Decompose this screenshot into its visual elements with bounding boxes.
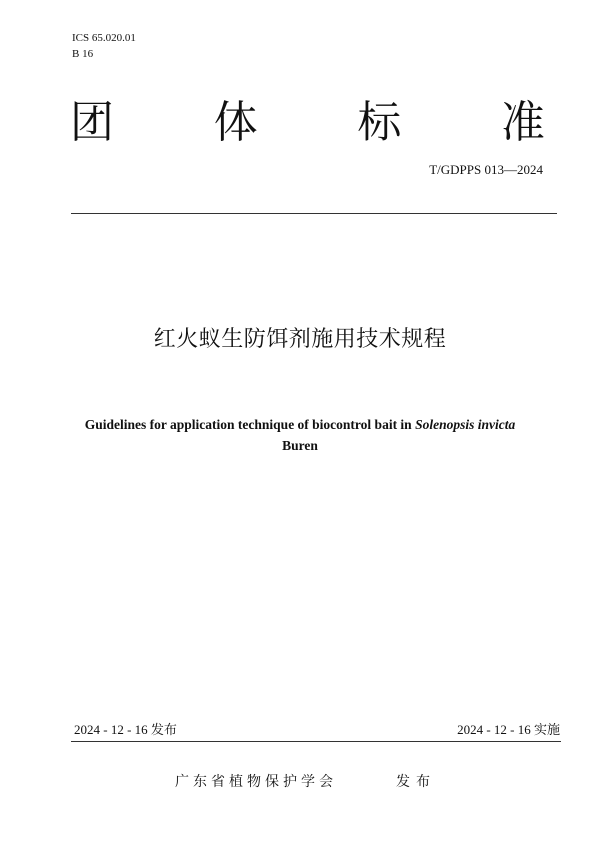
title-char-3: 标 [357, 97, 402, 148]
issue-date-block [74, 719, 177, 738]
footer-divider [71, 741, 561, 742]
english-title-species: Solenopsis invicta [415, 417, 516, 432]
english-title-line2: Buren [282, 438, 318, 453]
implement-label: 实施 [533, 723, 560, 738]
document-type-title [70, 88, 545, 148]
chinese-title: 红火蚁生防饵剂施用技术规程 [153, 327, 447, 352]
standard-number: T/GDPPS 013—2024 [429, 162, 543, 177]
english-title-prefix: Guidelines for application technique of biocontrol bait in [84, 417, 416, 432]
issue-label: 发布 [150, 723, 177, 738]
header-divider [71, 213, 557, 214]
implement-date-block [457, 719, 560, 738]
title-char-2: 体 [213, 97, 258, 148]
ccs-code: B 16 [72, 48, 94, 60]
publisher-name: 广东省植物保护学会 [175, 774, 337, 790]
implement-date: 2024 - 12 - 16 [457, 722, 531, 737]
english-title [40, 414, 560, 456]
issue-date: 2024 - 12 - 16 [74, 722, 148, 737]
ics-code: ICS 65.020.01 [72, 32, 136, 44]
title-char-4: 准 [500, 97, 545, 148]
publisher-action: 发布 [396, 774, 436, 790]
title-char-1: 团 [70, 97, 114, 148]
